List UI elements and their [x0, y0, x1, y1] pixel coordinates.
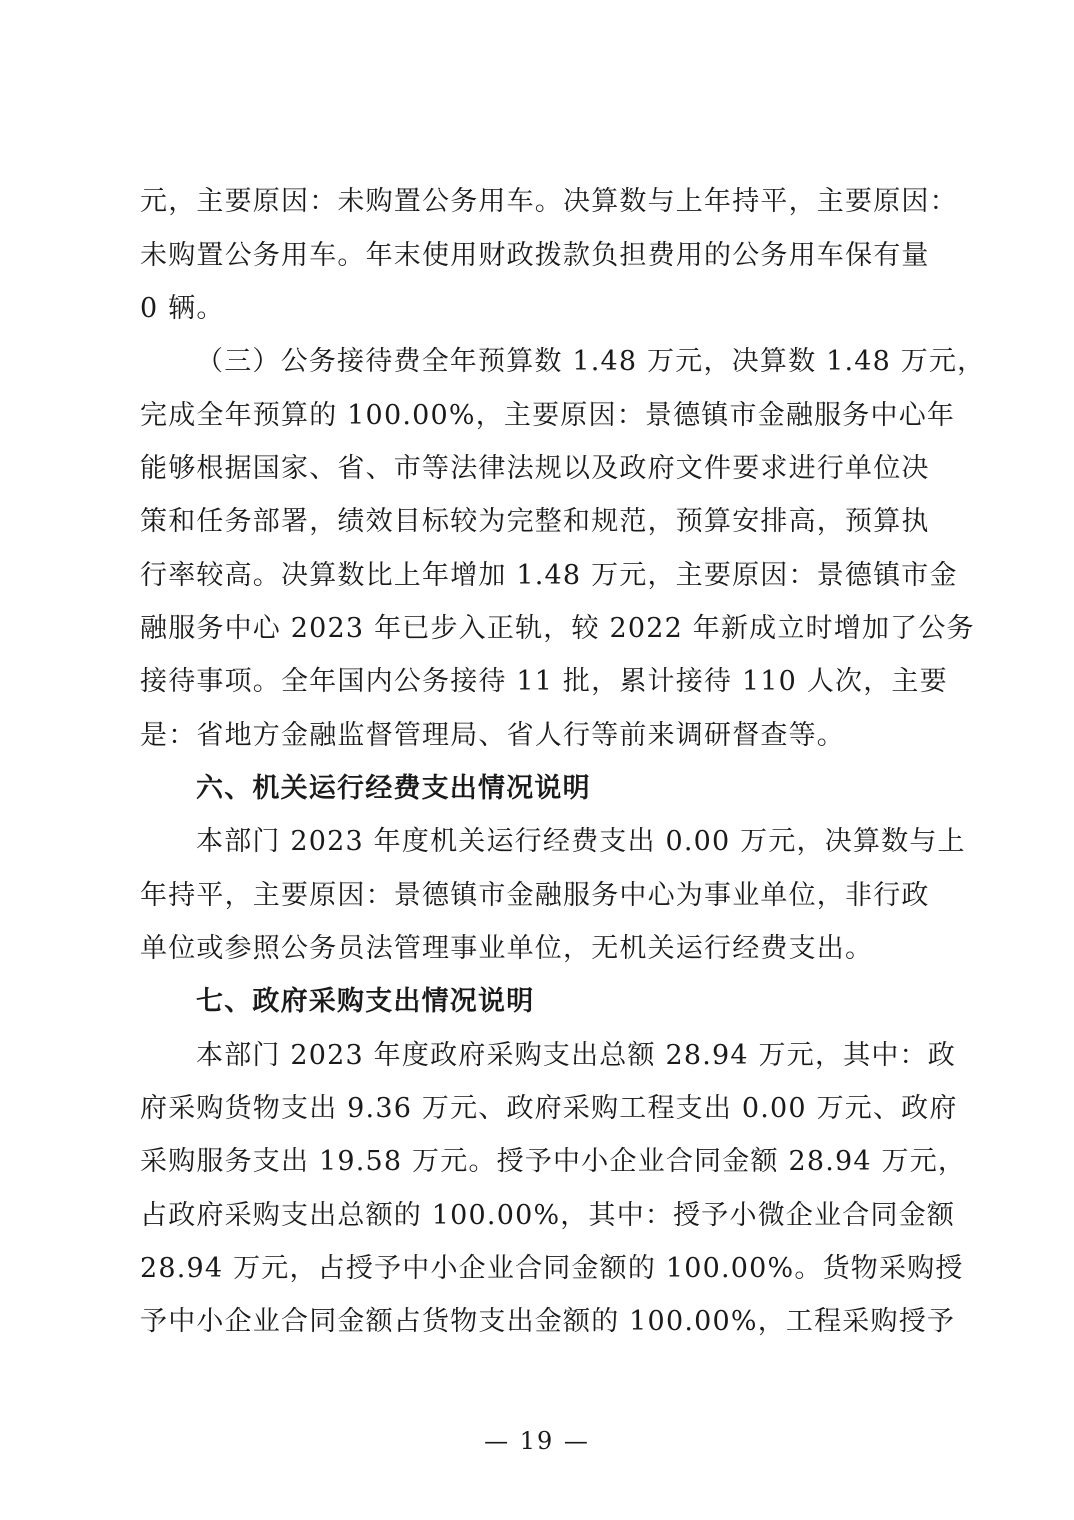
- section-heading-6: 六、机关运行经费支出情况说明: [196, 773, 591, 804]
- body-text-line: 元，主要原因：未购置公务用车。决算数与上年持平，主要原因：: [140, 186, 958, 217]
- body-text-line: 是：省地方金融监督管理局、省人行等前来调研督查等。: [140, 720, 845, 751]
- body-text-line: 单位或参照公务员法管理事业单位，无机关运行经费支出。: [140, 933, 874, 964]
- paragraph-first-line: （三）公务接待费全年预算数 1.48 万元，决算数 1.48 万元，: [196, 346, 986, 377]
- body-text-line: 0 辆。: [140, 293, 225, 324]
- paragraph-first-line: 本部门 2023 年度机关运行经费支出 0.00 万元，决算数与上: [196, 826, 966, 857]
- body-text-line: 占政府采购支出总额的 100.00%，其中：授予小微企业合同金额: [140, 1200, 956, 1231]
- body-text-line: 予中小企业合同金额占货物支出金额的 100.00%，工程采购授予: [140, 1306, 956, 1337]
- body-text-line: 完成全年预算的 100.00%，主要原因：景德镇市金融服务中心年: [140, 400, 956, 431]
- body-text-line: 28.94 万元，占授予中小企业合同金额的 100.00%。货物采购授: [140, 1253, 964, 1284]
- paragraph-first-line: 本部门 2023 年度政府采购支出总额 28.94 万元，其中：政: [196, 1040, 956, 1071]
- body-text-line: 府采购货物支出 9.36 万元、政府采购工程支出 0.00 万元、政府: [140, 1093, 958, 1124]
- body-text-line: 行率较高。决算数比上年增加 1.48 万元，主要原因：景德镇市金: [140, 560, 958, 591]
- body-text-line: 接待事项。全年国内公务接待 11 批，累计接待 110 人次，主要: [140, 666, 948, 697]
- body-text-line: 未购置公务用车。年末使用财政拨款负担费用的公务用车保有量: [140, 240, 930, 271]
- body-text-line: 融服务中心 2023 年已步入正轨，较 2022 年新成立时增加了公务: [140, 613, 975, 644]
- body-text-line: 采购服务支出 19.58 万元。授予中小企业合同金额 28.94 万元，: [140, 1146, 967, 1177]
- page-number: — 19 —: [484, 1427, 590, 1455]
- body-text-line: 能够根据国家、省、市等法律法规以及政府文件要求进行单位决: [140, 453, 930, 484]
- body-text-line: 策和任务部署，绩效目标较为完整和规范，预算安排高，预算执: [140, 506, 930, 537]
- section-heading-7: 七、政府采购支出情况说明: [196, 986, 535, 1017]
- body-text-line: 年持平，主要原因：景德镇市金融服务中心为事业单位，非行政: [140, 880, 930, 911]
